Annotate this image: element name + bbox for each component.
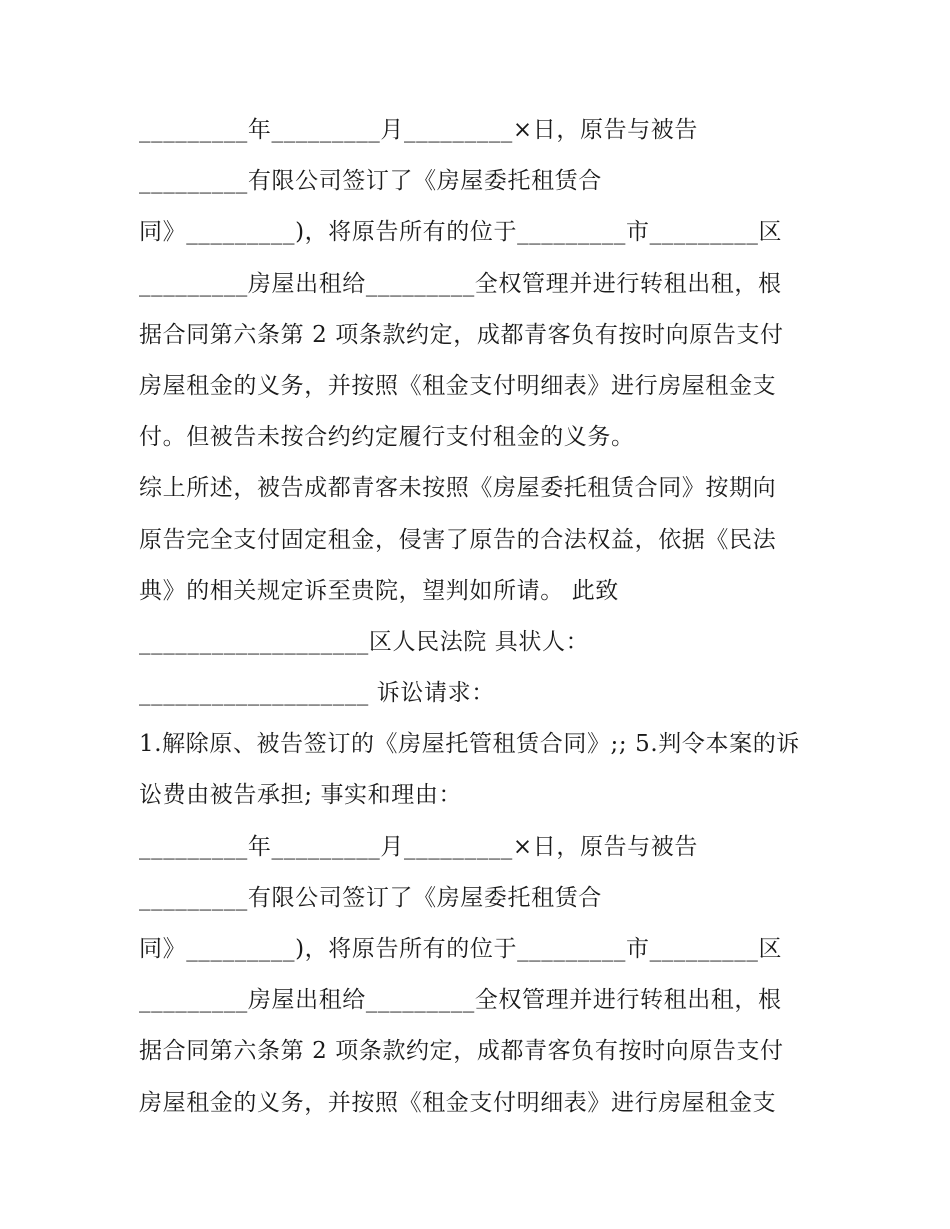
text-line: ___________________ 诉讼请求： [139, 680, 495, 707]
text-line: 原告完全支付固定租金，侵害了原告的合法权益，依据《民法 [139, 526, 777, 553]
text-line: 1.解除原、被告签订的《房屋托管租赁合同》;; 5.判令本案的诉 [139, 731, 800, 758]
text-line: _________房屋出租给_________全权管理并进行转租出租，根 [139, 270, 782, 297]
text-line: 同》_________)，将原告所有的位于_________市_________区 [139, 219, 783, 246]
text-line: _________有限公司签订了《房屋委托租赁合 [139, 884, 602, 911]
text-line: 房屋租金的义务，并按照《租金支付明细表》进行房屋租金支 [139, 1089, 777, 1116]
text-line: ___________________区人民法院 具状人： [139, 628, 590, 655]
text-line: 据合同第六条第 2 项条款约定，成都青客负有按时向原告支付 [139, 1038, 784, 1065]
text-line: _________房屋出租给_________全权管理并进行转租出租，根 [139, 987, 782, 1014]
text-line: _________年_________月_________×日，原告与被告 [139, 117, 698, 143]
text-line: _________有限公司签订了《房屋委托租赁合 [139, 168, 602, 195]
text-line: 讼费由被告承担; 事实和理由： [139, 782, 463, 809]
text-line: 据合同第六条第 2 项条款约定，成都青客负有按时向原告支付 [139, 321, 784, 348]
text-line: _________年_________月_________×日，原告与被告 [139, 833, 698, 860]
text-line: 同》_________)，将原告所有的位于_________市_________区 [139, 936, 783, 962]
text-line: 典》的相关规定诉至贵院，望判如所请。 此致 [139, 577, 619, 604]
document-body [139, 108, 829, 1132]
text-line: 房屋租金的义务，并按照《租金支付明细表》进行房屋租金支 [139, 372, 777, 399]
text-line: 综上所述，被告成都青客未按照《房屋委托租赁合同》按期向 [139, 475, 777, 502]
text-line: 付。但被告未按合约约定履行支付租金的义务。 [139, 424, 635, 451]
